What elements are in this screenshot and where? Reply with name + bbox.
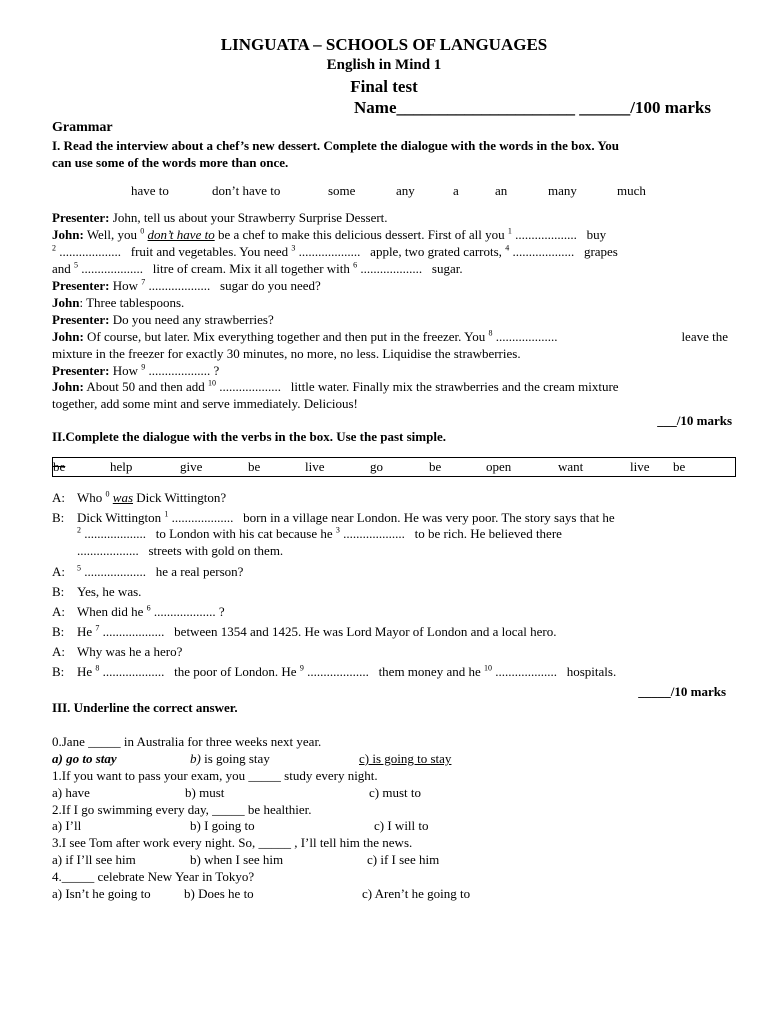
answer-blank[interactable]: ................... <box>84 564 146 579</box>
verb-box-item: go <box>370 459 383 474</box>
dialogue-line: He $^8$ ................... the poor of London. He $^9$ ................... them money and he $^{10}$ ................... hospitals. <box>77 663 617 679</box>
line-text: fruit and vegetables. You need <box>130 244 289 259</box>
dialogue-line: John: About 50 and then add $^{10}$ ................... little water. Finally mix the strawberries and the cream mixture <box>52 378 619 394</box>
dialogue-line <box>52 210 388 226</box>
line-text: When did he <box>77 604 144 619</box>
line-text: Do you need any strawberries? <box>112 312 274 327</box>
speaker-label: B: <box>52 510 65 525</box>
answer-blank[interactable]: ................... <box>77 543 139 558</box>
dialogue-line: Why was he a hero? <box>77 644 183 659</box>
question: 2.If I go swimming every day, _____ be healthier. <box>52 802 312 817</box>
verb-box-item: be <box>248 459 261 474</box>
option[interactable]: a) go to stay <box>52 751 117 766</box>
answer-blank[interactable]: ................... <box>512 244 575 259</box>
speaker-label: A: <box>52 490 65 505</box>
line-text: sugar. <box>431 261 463 276</box>
section1-marks: ___/10 marks <box>657 413 732 428</box>
line-text: John, tell us about your Strawberry Surprise Dessert. <box>112 210 388 225</box>
answer-blank[interactable]: ................... <box>153 604 216 619</box>
verb-box <box>52 457 736 477</box>
dialogue-line: When did he $^6$ ................... ? <box>77 603 225 619</box>
verb-box-item: be <box>673 459 686 474</box>
dialogue-line: Presenter: How $^7$ ................... sugar do you need? <box>52 277 321 293</box>
speaker-label: B: <box>52 584 65 599</box>
dialogue-line: Presenter: How $^9$ ................... ? <box>52 362 220 378</box>
line-text: Of course, but later. Mix everything together and then put in the freezer. You <box>87 329 486 344</box>
dialogue-line: Dick Wittington $^1$ ................... born in a village near London. He was very poor. The story says that he <box>77 509 615 525</box>
dialogue-line: He $^7$ ................... between 1354 and 1425. He was Lord Mayor of London and a local hero. <box>77 623 557 639</box>
line-text: Who <box>77 490 103 505</box>
word-box-item: a <box>453 183 459 198</box>
question: 1.If you want to pass your exam, you _____ study every night. <box>52 768 378 783</box>
score-field[interactable]: ______ <box>579 98 631 117</box>
speaker: Presenter: <box>52 210 110 225</box>
verb-box-item: live <box>630 459 650 474</box>
option[interactable]: b) Does he to <box>184 886 254 901</box>
option[interactable]: c) Aren’t he going to <box>362 886 471 901</box>
line-text: About 50 and then add <box>86 379 205 394</box>
section1-instruction-line2: can use some of the words more than once. <box>52 155 289 170</box>
dialogue-line: mixture in the freezer for exactly 30 minutes, no more, no less. Liquidise the strawberries. <box>52 346 521 361</box>
option[interactable]: c) must to <box>369 785 421 800</box>
answer-blank[interactable]: ................... <box>495 664 557 679</box>
dialogue-line: $^5$ ................... he a real person? <box>77 563 244 579</box>
line-text: leave the <box>681 329 728 344</box>
line-text: he a real person? <box>155 564 244 579</box>
word-box-item: some <box>328 183 356 198</box>
line-text: hospitals. <box>566 664 617 679</box>
line-text: between 1354 and 1425. He was Lord Mayor of London and a local hero. <box>174 624 557 639</box>
line-text: sugar do you need? <box>220 278 321 293</box>
answer-blank[interactable]: ................... <box>171 510 234 525</box>
name-label: Name <box>354 98 397 117</box>
section1-instruction-line1: I. Read the interview about a chef’s new dessert. Complete the dialogue with the words in the box. You <box>52 138 620 153</box>
line-text: the poor of London. He <box>174 664 297 679</box>
dialogue-line <box>52 312 274 328</box>
option-correct-example[interactable]: c) is going to stay <box>359 751 452 766</box>
answer-blank[interactable]: ................... <box>59 244 121 259</box>
answer-blank[interactable]: ................... <box>515 227 577 242</box>
name-marks-line <box>354 98 711 118</box>
word-box-item: much <box>617 183 646 198</box>
word-box-item: don’t have to <box>212 183 281 198</box>
option[interactable]: c) I will to <box>374 818 429 833</box>
answer-blank[interactable]: ................... <box>148 278 211 293</box>
grammar-heading: Grammar <box>52 120 113 135</box>
verb-box-item: open <box>486 459 512 474</box>
verb-box-item: help <box>110 459 133 474</box>
answer-blank[interactable]: ................... <box>360 261 423 276</box>
line-text: He <box>77 664 93 679</box>
line-text: ? <box>213 363 220 378</box>
option-text: is going stay <box>200 751 270 766</box>
verb-box-item: give <box>180 459 203 474</box>
dialogue-line <box>52 295 184 311</box>
section3-instruction: III. Underline the correct answer. <box>52 700 238 715</box>
course-title: English in Mind 1 <box>326 57 442 73</box>
line-text: : Three tablespoons. <box>79 295 185 310</box>
verb-box-item: be <box>429 459 442 474</box>
speaker: John <box>52 295 80 310</box>
answer-blank[interactable]: ................... <box>307 664 369 679</box>
dialogue-line: John: Of course, but later. Mix everything together and then put in the freezer. You $^8$ ................... leave the <box>52 328 728 344</box>
line-text: Well, you <box>86 227 138 242</box>
speaker: Presenter: <box>52 278 110 293</box>
answer-blank[interactable]: ................... <box>102 624 165 639</box>
option[interactable]: c) if I see him <box>367 852 440 867</box>
line-text: grapes <box>583 244 618 259</box>
speaker-label: A: <box>52 644 65 659</box>
line-text: Dick Wittington? <box>136 490 227 505</box>
line-text: streets with gold on them. <box>148 543 284 558</box>
example-answer: don’t have to <box>147 227 215 242</box>
answer-blank[interactable]: ................... <box>298 244 361 259</box>
example-answer: was <box>112 490 134 505</box>
line-text: He <box>77 624 93 639</box>
line-text: How <box>112 363 139 378</box>
speaker-label: B: <box>52 664 65 679</box>
question: 0.Jane _____ in Australia for three weeks next year. <box>52 734 322 749</box>
dialogue-line: and $^5$ ................... litre of cream. Mix it all together with $^6$ ................... sugar. <box>52 260 463 276</box>
line-text: apple, two grated carrots, <box>370 244 502 259</box>
word-box-item: have to <box>131 183 169 198</box>
dialogue-line: Yes, he was. <box>77 584 142 599</box>
line-text: to London with his cat because he <box>155 526 333 541</box>
answer-blank[interactable]: ................... <box>81 261 144 276</box>
line-text: Dick Wittington <box>77 510 162 525</box>
dialogue-line <box>77 543 283 559</box>
answer-blank[interactable]: ................... <box>495 329 558 344</box>
speaker: John: <box>52 379 84 394</box>
section2-instruction: II.Complete the dialogue with the verbs in the box. Use the past simple. <box>52 429 446 444</box>
word-box-item: an <box>495 183 508 198</box>
speaker: Presenter: <box>52 312 110 327</box>
line-text: born in a village near London. He was very poor. The story says that he <box>243 510 615 525</box>
option[interactable] <box>190 751 270 767</box>
line-text: buy <box>586 227 607 242</box>
speaker-label: A: <box>52 564 65 579</box>
name-field[interactable]: _____________________ <box>396 98 575 117</box>
school-title: LINGUATA – SCHOOLS OF LANGUAGES <box>220 35 548 54</box>
option[interactable]: b) when I see him <box>190 852 284 867</box>
dialogue-line: Who $^0$ was Dick Wittington? <box>77 489 227 505</box>
word-box-item: any <box>396 183 415 198</box>
speaker: John: <box>52 329 84 344</box>
option[interactable]: b) must <box>185 785 225 800</box>
dialogue-line: together, add some mint and serve immediately. Delicious! <box>52 396 358 411</box>
option-letter: b) <box>190 751 201 766</box>
section2-marks: _____/10 marks <box>638 684 726 699</box>
answer-blank[interactable]: ................... <box>219 379 282 394</box>
question: 3.I see Tom after work every night. So, _____ , I’ll tell him the news. <box>52 835 413 850</box>
line-text: litre of cream. Mix it all together with <box>152 261 350 276</box>
speaker: Presenter: <box>52 363 110 378</box>
answer-blank[interactable]: ................... <box>102 664 165 679</box>
word-box-item: many <box>548 183 577 198</box>
total-marks: /100 marks <box>630 98 711 117</box>
speaker-label: A: <box>52 604 65 619</box>
line-text: How <box>112 278 139 293</box>
option[interactable]: a) if I’ll see him <box>52 852 136 867</box>
line-text: to be rich. He believed there <box>414 526 562 541</box>
option[interactable]: a) have <box>52 785 90 800</box>
question: 4._____ celebrate New Year in Tokyo? <box>52 869 255 884</box>
verb-box-item: want <box>558 459 584 474</box>
test-title: Final test <box>350 77 418 96</box>
option[interactable]: a) Isn’t he going to <box>52 886 151 901</box>
verb-box-item: live <box>305 459 325 474</box>
answer-blank[interactable]: ................... <box>84 526 146 541</box>
line-text: little water. Finally mix the strawberries and the cream mixture <box>290 379 619 394</box>
dialogue-line: John: Well, you $^0$ don’t have to be a chef to make this delicious dessert. First of all you $^1$ ................... buy <box>52 226 607 242</box>
verb-box-item: be <box>53 459 66 474</box>
dialogue-line: $^2$ ................... to London with his cat because he $^3$ ................... to be rich. He believed there <box>77 525 562 541</box>
option[interactable]: b) I going to <box>190 818 255 833</box>
speaker-label: B: <box>52 624 65 639</box>
speaker: John: <box>52 227 84 242</box>
option[interactable]: a) I’ll <box>52 818 82 833</box>
answer-blank[interactable]: ................... <box>148 363 211 378</box>
answer-blank[interactable]: ................... <box>343 526 405 541</box>
dialogue-line: $^2$ ................... fruit and vegetables. You need $^3$ ................... apple, two grated carrots, $^4$ ................... grapes <box>52 243 618 259</box>
line-text: ? <box>218 604 225 619</box>
line-text: and <box>52 261 71 276</box>
line-text: them money and he <box>378 664 481 679</box>
line-text: be a chef to make this delicious dessert. First of all you <box>217 227 505 242</box>
